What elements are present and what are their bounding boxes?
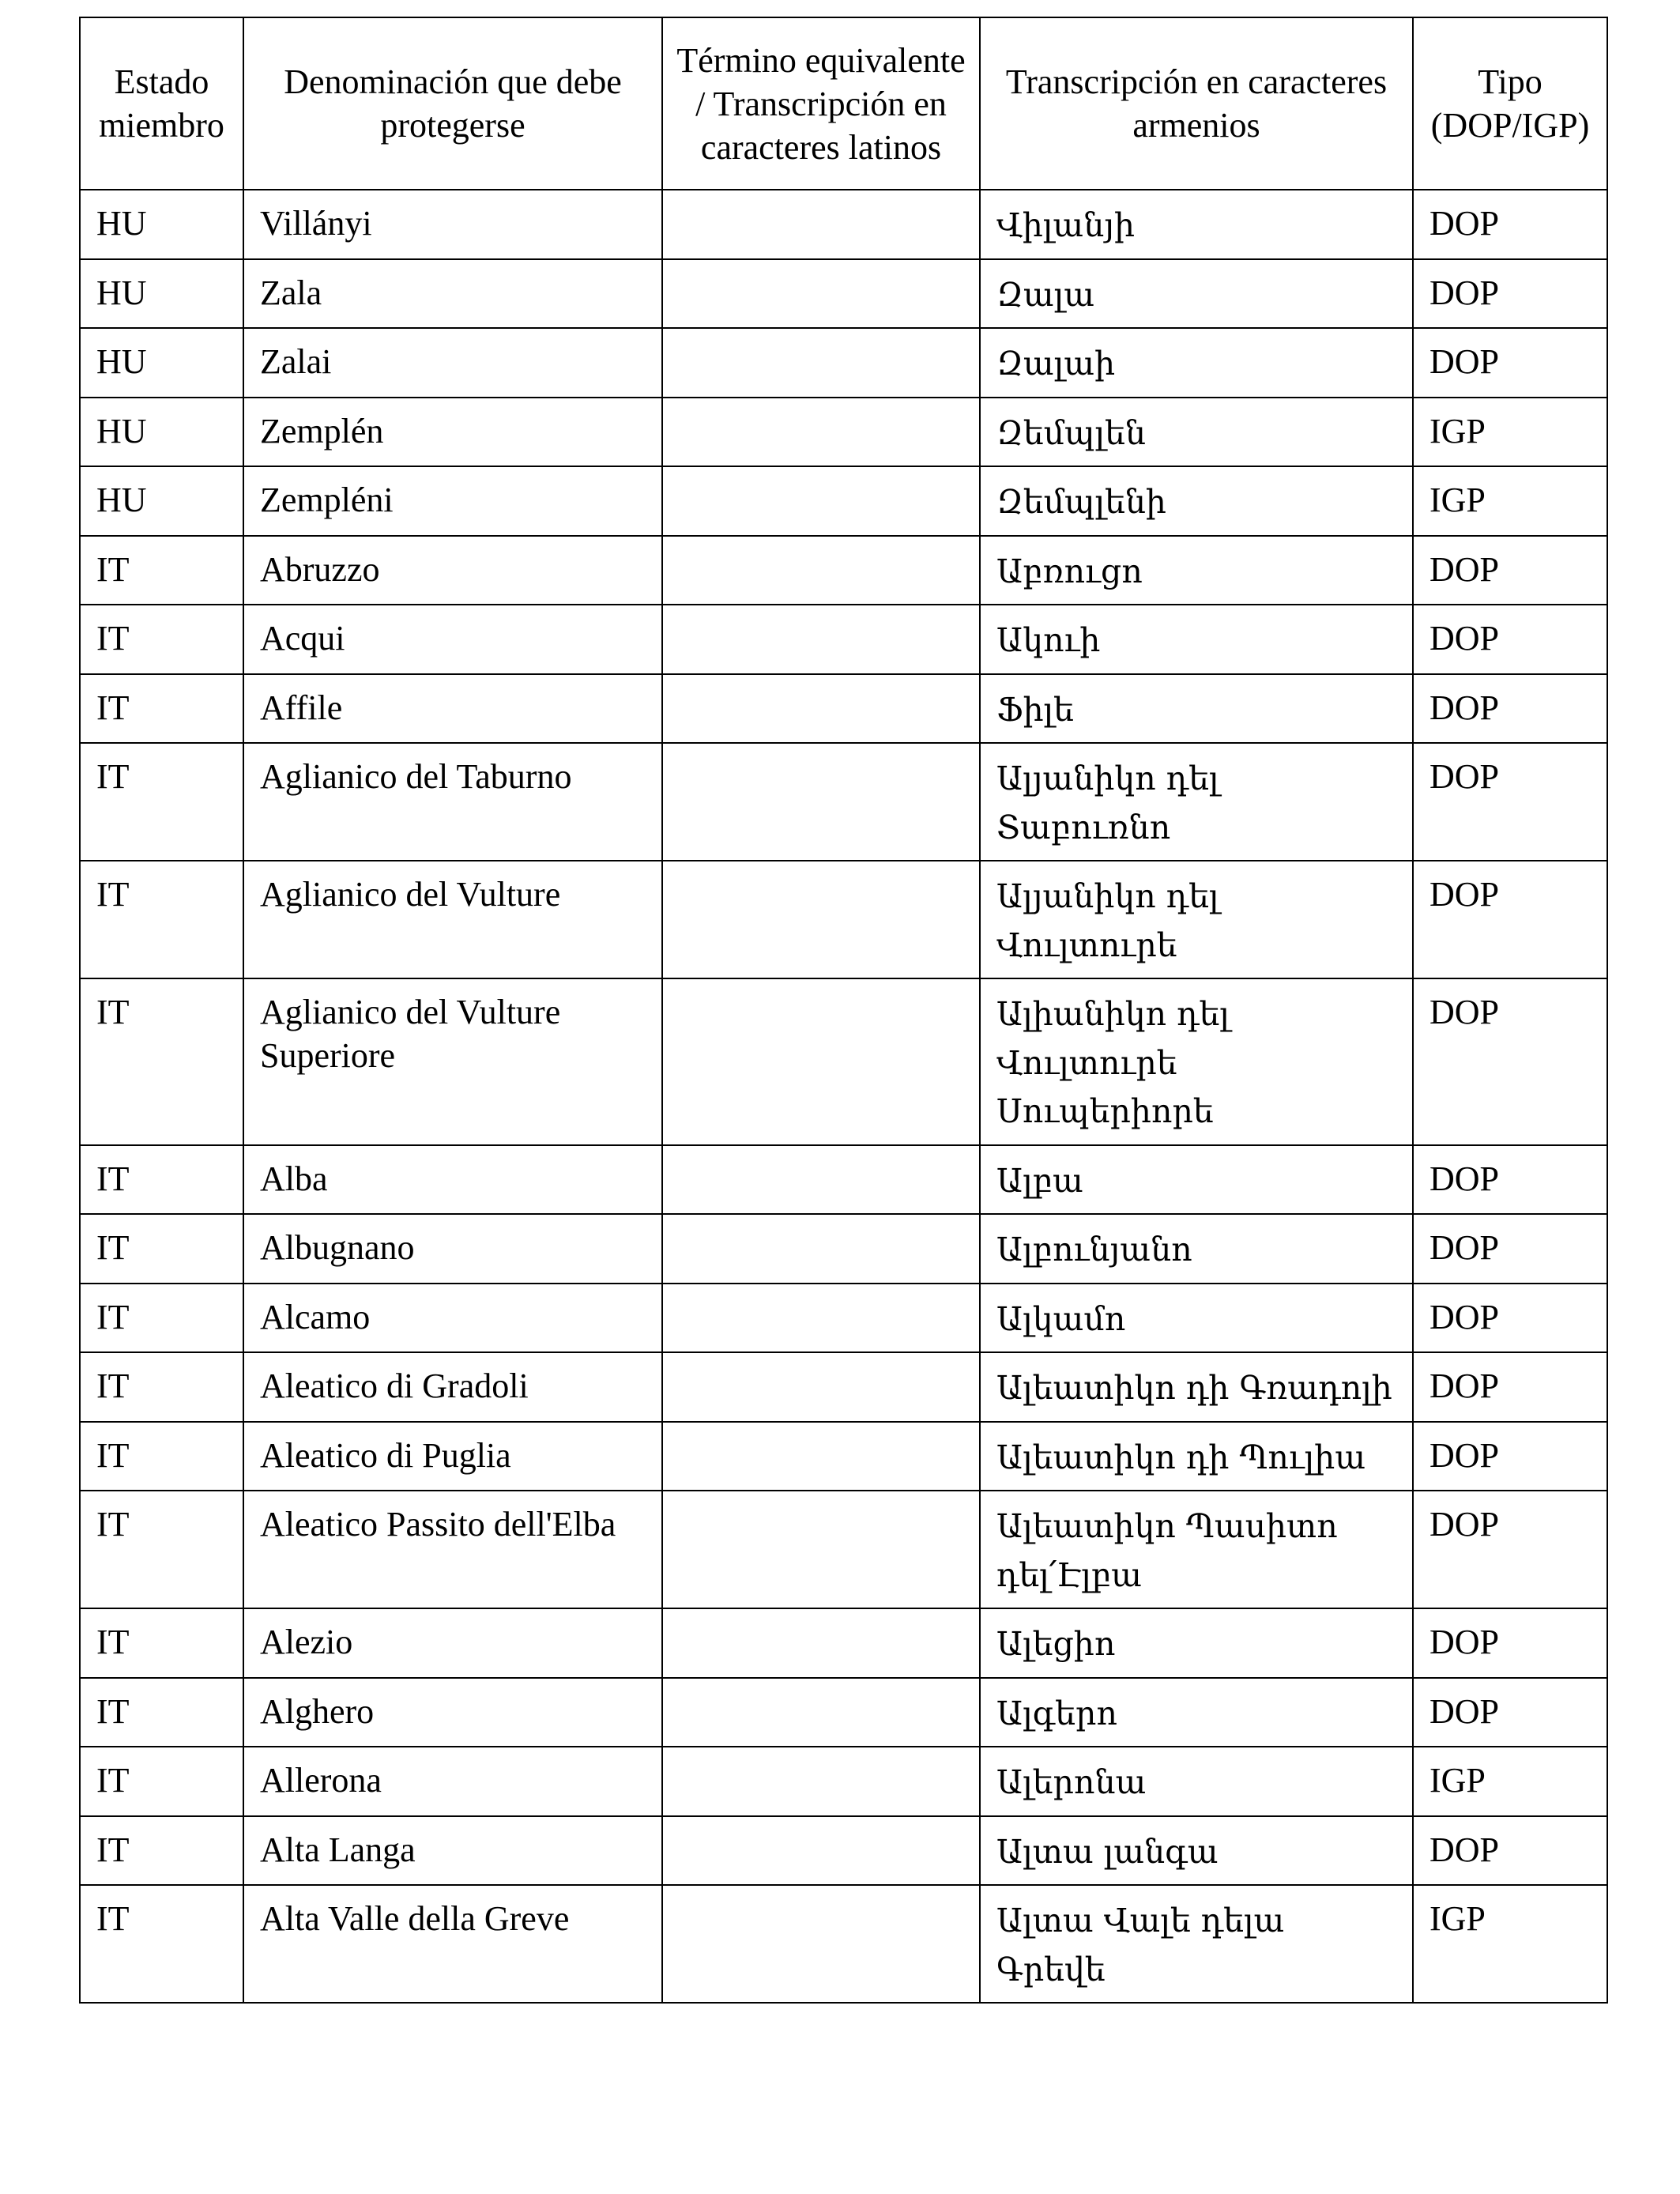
cell-member-state: IT	[80, 1885, 243, 2003]
cell-protected-name: Alta Langa	[243, 1816, 662, 1886]
table-row	[80, 861, 1607, 978]
cell-protected-name: Alghero	[243, 1678, 662, 1747]
cell-armenian-transcription: Ֆիլե	[980, 674, 1413, 744]
cell-protected-name: Zala	[243, 259, 662, 329]
cell-type: DOP	[1413, 978, 1607, 1145]
cell-member-state: IT	[80, 1422, 243, 1491]
cell-protected-name: Aglianico del Vulture Superiore	[243, 978, 662, 1145]
cell-protected-name: Zempléni	[243, 466, 662, 536]
cell-equivalent-term	[662, 1284, 980, 1353]
table-row	[80, 1145, 1607, 1215]
cell-member-state: HU	[80, 190, 243, 259]
cell-type: DOP	[1413, 674, 1607, 744]
cell-member-state: IT	[80, 1214, 243, 1284]
table-row	[80, 1214, 1607, 1284]
header-name-to-protect: Denominación que debe protegerse	[243, 17, 662, 190]
table-body	[80, 190, 1607, 2003]
table-row	[80, 259, 1607, 329]
cell-type: IGP	[1413, 466, 1607, 536]
cell-armenian-transcription: Զեմպլեն	[980, 398, 1413, 467]
cell-equivalent-term	[662, 978, 980, 1145]
table-row	[80, 1816, 1607, 1886]
cell-equivalent-term	[662, 1422, 980, 1491]
cell-armenian-transcription: Ալբա	[980, 1145, 1413, 1215]
cell-armenian-transcription: Ալյանիկո դել Տաբուռնո	[980, 743, 1413, 861]
cell-member-state: IT	[80, 978, 243, 1145]
table-row	[80, 978, 1607, 1145]
cell-member-state: IT	[80, 1145, 243, 1215]
cell-equivalent-term	[662, 743, 980, 861]
cell-equivalent-term	[662, 328, 980, 398]
cell-equivalent-term	[662, 536, 980, 605]
cell-equivalent-term	[662, 190, 980, 259]
cell-equivalent-term	[662, 861, 980, 978]
header-equivalent-term: Término equivalente / Transcripción en caracteres latinos	[662, 17, 980, 190]
cell-member-state: HU	[80, 466, 243, 536]
cell-member-state: IT	[80, 861, 243, 978]
cell-type: DOP	[1413, 1214, 1607, 1284]
table-row	[80, 398, 1607, 467]
cell-type: DOP	[1413, 190, 1607, 259]
cell-equivalent-term	[662, 605, 980, 674]
cell-armenian-transcription: Ալեցիո	[980, 1608, 1413, 1678]
cell-member-state: IT	[80, 605, 243, 674]
cell-protected-name: Alcamo	[243, 1284, 662, 1353]
cell-type: DOP	[1413, 536, 1607, 605]
cell-equivalent-term	[662, 1491, 980, 1608]
cell-type: IGP	[1413, 1747, 1607, 1816]
cell-equivalent-term	[662, 1214, 980, 1284]
cell-protected-name: Albugnano	[243, 1214, 662, 1284]
cell-type: DOP	[1413, 259, 1607, 329]
table-row	[80, 190, 1607, 259]
cell-armenian-transcription: Ալեատիկո դի Գռադոլի	[980, 1352, 1413, 1422]
cell-armenian-transcription: Ալտա Վալե դելա Գրեվե	[980, 1885, 1413, 2003]
cell-armenian-transcription: Ալիանիկո դել Վուլտուրե Սուպերիորե	[980, 978, 1413, 1145]
table-row	[80, 328, 1607, 398]
cell-protected-name: Zemplén	[243, 398, 662, 467]
table-header	[80, 17, 1607, 190]
cell-protected-name: Aleatico di Puglia	[243, 1422, 662, 1491]
cell-member-state: HU	[80, 328, 243, 398]
cell-protected-name: Allerona	[243, 1747, 662, 1816]
cell-equivalent-term	[662, 1678, 980, 1747]
cell-equivalent-term	[662, 398, 980, 467]
cell-member-state: IT	[80, 674, 243, 744]
header-row	[80, 17, 1607, 190]
cell-armenian-transcription: Զալաի	[980, 328, 1413, 398]
cell-member-state: IT	[80, 1816, 243, 1886]
table-row	[80, 1608, 1607, 1678]
cell-type: DOP	[1413, 328, 1607, 398]
table-row	[80, 605, 1607, 674]
cell-protected-name: Alezio	[243, 1608, 662, 1678]
table-row	[80, 1747, 1607, 1816]
cell-type: DOP	[1413, 1816, 1607, 1886]
cell-type: DOP	[1413, 1491, 1607, 1608]
cell-type: DOP	[1413, 1678, 1607, 1747]
cell-type: DOP	[1413, 861, 1607, 978]
table-row	[80, 1678, 1607, 1747]
cell-type: DOP	[1413, 605, 1607, 674]
cell-type: DOP	[1413, 1422, 1607, 1491]
cell-member-state: HU	[80, 259, 243, 329]
header-member-state: Estado miembro	[80, 17, 243, 190]
cell-equivalent-term	[662, 259, 980, 329]
table-row	[80, 536, 1607, 605]
geographical-indications-table	[79, 17, 1608, 2004]
header-armenian-transcription: Transcripción en caracteres armenios	[980, 17, 1413, 190]
cell-equivalent-term	[662, 674, 980, 744]
cell-armenian-transcription: Ալեատիկո դի Պուլիա	[980, 1422, 1413, 1491]
cell-armenian-transcription: Աբռուցո	[980, 536, 1413, 605]
cell-protected-name: Zalai	[243, 328, 662, 398]
cell-protected-name: Villányi	[243, 190, 662, 259]
cell-armenian-transcription: Ալտա լանգա	[980, 1816, 1413, 1886]
table-row	[80, 1284, 1607, 1353]
table-row	[80, 1885, 1607, 2003]
cell-protected-name: Aglianico del Taburno	[243, 743, 662, 861]
cell-member-state: IT	[80, 1608, 243, 1678]
cell-armenian-transcription: Զեմպլենի	[980, 466, 1413, 536]
cell-member-state: IT	[80, 743, 243, 861]
table-row	[80, 1352, 1607, 1422]
cell-type: DOP	[1413, 1608, 1607, 1678]
cell-type: DOP	[1413, 743, 1607, 861]
cell-protected-name: Aleatico di Gradoli	[243, 1352, 662, 1422]
cell-armenian-transcription: Ալգերո	[980, 1678, 1413, 1747]
cell-equivalent-term	[662, 1608, 980, 1678]
cell-armenian-transcription: Ալերոնա	[980, 1747, 1413, 1816]
header-type: Tipo (DOP/IGP)	[1413, 17, 1607, 190]
cell-member-state: IT	[80, 1491, 243, 1608]
cell-armenian-transcription: Ալբունյանո	[980, 1214, 1413, 1284]
cell-member-state: IT	[80, 1284, 243, 1353]
cell-protected-name: Affile	[243, 674, 662, 744]
table-row	[80, 466, 1607, 536]
cell-armenian-transcription: Ակուի	[980, 605, 1413, 674]
table-row	[80, 1491, 1607, 1608]
cell-equivalent-term	[662, 1145, 980, 1215]
cell-armenian-transcription: Վիլանյի	[980, 190, 1413, 259]
table-row	[80, 1422, 1607, 1491]
cell-type: IGP	[1413, 1885, 1607, 2003]
cell-member-state: HU	[80, 398, 243, 467]
cell-type: DOP	[1413, 1352, 1607, 1422]
cell-protected-name: Aglianico del Vulture	[243, 861, 662, 978]
cell-equivalent-term	[662, 1352, 980, 1422]
cell-equivalent-term	[662, 1747, 980, 1816]
cell-protected-name: Abruzzo	[243, 536, 662, 605]
table-row	[80, 743, 1607, 861]
cell-armenian-transcription: Ալկամո	[980, 1284, 1413, 1353]
table-row	[80, 674, 1607, 744]
cell-armenian-transcription: Ալյանիկո դել Վուլտուրե	[980, 861, 1413, 978]
cell-equivalent-term	[662, 1816, 980, 1886]
cell-member-state: IT	[80, 1352, 243, 1422]
cell-armenian-transcription: Զալա	[980, 259, 1413, 329]
cell-type: DOP	[1413, 1145, 1607, 1215]
cell-protected-name: Alta Valle della Greve	[243, 1885, 662, 2003]
cell-member-state: IT	[80, 1747, 243, 1816]
cell-protected-name: Acqui	[243, 605, 662, 674]
cell-equivalent-term	[662, 1885, 980, 2003]
cell-protected-name: Alba	[243, 1145, 662, 1215]
cell-member-state: IT	[80, 536, 243, 605]
cell-member-state: IT	[80, 1678, 243, 1747]
cell-protected-name: Aleatico Passito dell'Elba	[243, 1491, 662, 1608]
cell-armenian-transcription: Ալեատիկո Պասիտո դել՛Էլբա	[980, 1491, 1413, 1608]
cell-type: IGP	[1413, 398, 1607, 467]
cell-equivalent-term	[662, 466, 980, 536]
cell-type: DOP	[1413, 1284, 1607, 1353]
